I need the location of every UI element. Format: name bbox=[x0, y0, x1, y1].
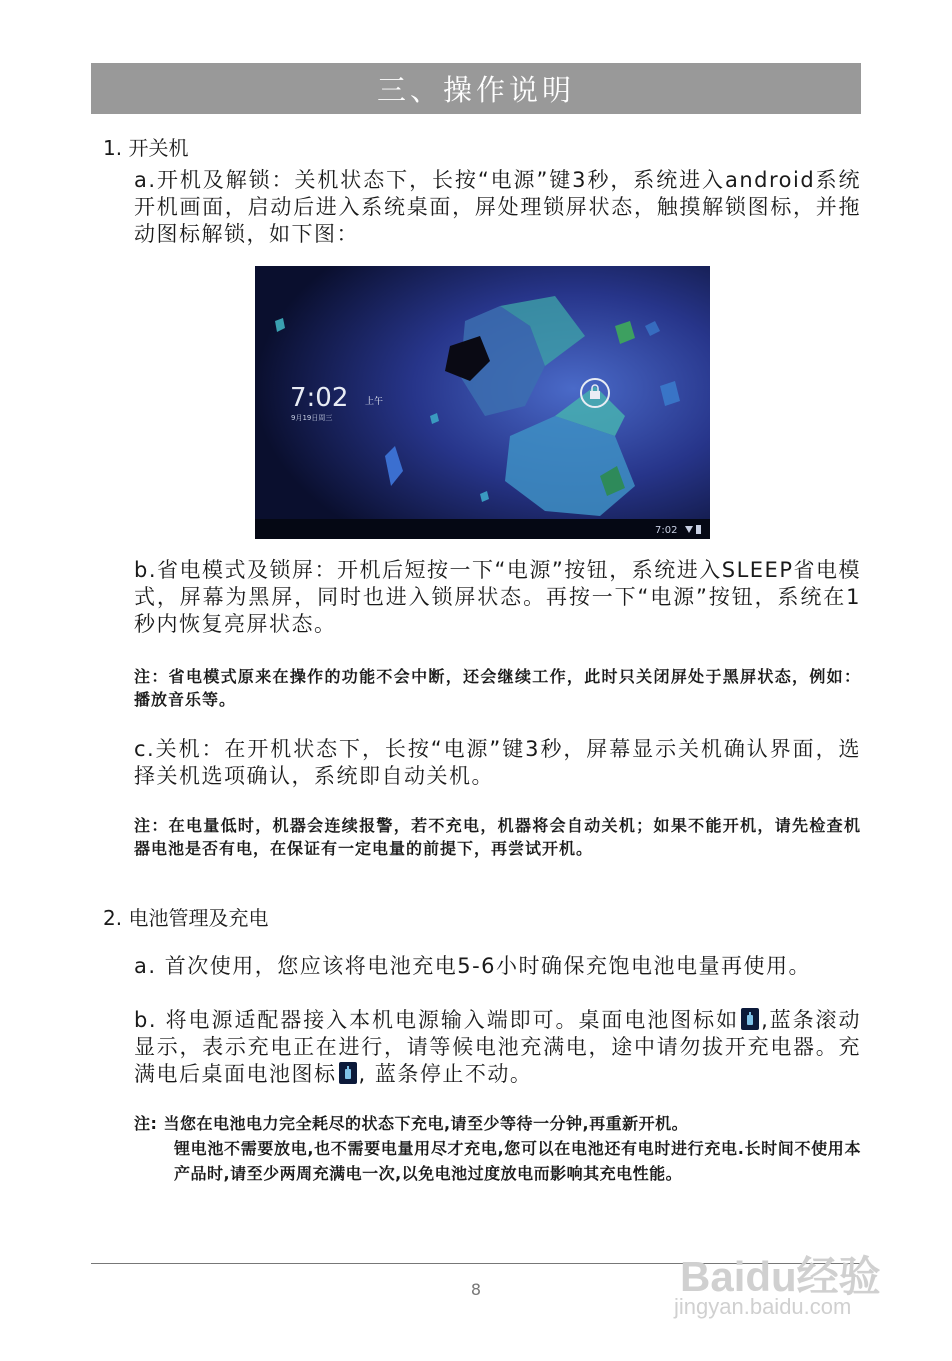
battery-charging-icon bbox=[741, 1008, 759, 1030]
lockscreen-illustration bbox=[255, 266, 710, 539]
battery-status-icon bbox=[696, 525, 701, 534]
watermark-url: jingyan.baidu.com bbox=[674, 1294, 852, 1319]
paragraph-sleep-mode: b.省电模式及锁屏：开机后短按一下“电源”按钮，系统进入SLEEP省电模式，屏幕为黑屏，同时也进入锁屏状态。再按一下“电源”按钮，系统在1秒内恢复亮屏状态。 bbox=[134, 558, 861, 636]
lockscreen-clock: 7:02 bbox=[290, 383, 349, 413]
paragraph-shutdown: c.关机：在开机状态下，长按“电源”键3秒，屏幕显示关机确认界面，选择关机选项确认，系统即自动关机。 bbox=[134, 737, 861, 788]
page-title: 三、操作说明 bbox=[376, 73, 575, 107]
page-title-banner bbox=[91, 63, 861, 114]
battery-full-icon bbox=[339, 1062, 357, 1084]
charging-text-3: , 蓝条停止不动。 bbox=[358, 1062, 533, 1086]
charging-text-2: ,蓝条滚动显示，表示充电正在进行，请等候电池充满电，途中请勿拔开充电器。充满电后桌面电池图标 bbox=[134, 1008, 861, 1086]
note-battery-line2-text: 锂电池不需要放电,也不需要电量用尽才充电,您可以在电池还有电时进行充电.长时间不使用本产品时,请至少两周充满电一次,以免电池过度放电而影响其充电性能。 bbox=[174, 1139, 861, 1183]
lockscreen-image bbox=[255, 266, 710, 539]
note-battery-line2 bbox=[134, 1136, 861, 1186]
watermark bbox=[672, 1222, 902, 1322]
paragraph-unlock: a.开机及解锁：关机状态下，长按“电源”键3秒，系统进入android系统开机画面，启动后进入系统桌面，屏处理锁屏状态，触摸解锁图标，并拖动图标解锁，如下图： bbox=[134, 168, 861, 246]
page-number: 8 bbox=[470, 1280, 482, 1299]
note-battery bbox=[134, 1111, 861, 1186]
paragraph-charging bbox=[134, 1007, 861, 1088]
watermark-brand: Baidu经验 bbox=[680, 1253, 881, 1300]
lockscreen-ampm: 上午 bbox=[365, 397, 384, 407]
section-heading-power: 1. 开关机 bbox=[103, 136, 189, 160]
section-heading-battery: 2. 电池管理及充电 bbox=[103, 906, 269, 930]
note-battery-line1: 注: 当您在电池电力完全耗尽的状态下充电,请至少等待一分钟,再重新开机。 bbox=[134, 1114, 689, 1133]
lockscreen-date: 9月19日周三 bbox=[291, 414, 333, 422]
note-sleep-mode: 注：省电模式原来在操作的功能不会中断，还会继续工作，此时只关闭屏处于黑屏状态，例如：播放音乐等。 bbox=[134, 667, 861, 709]
note-low-battery: 注：在电量低时，机器会连续报警，若不充电，机器将会自动关机；如果不能开机，请先检查机器电池是否有电，在保证有一定电量的前提下，再尝试开机。 bbox=[134, 816, 861, 858]
paragraph-first-charge: a. 首次使用，您应该将电池充电5-6小时确保充饱电池电量再使用。 bbox=[134, 954, 812, 978]
charging-text-1: b. 将电源适配器接入本机电源输入端即可。桌面电池图标如 bbox=[134, 1008, 740, 1032]
status-bar-time: 7:02 bbox=[655, 525, 678, 536]
